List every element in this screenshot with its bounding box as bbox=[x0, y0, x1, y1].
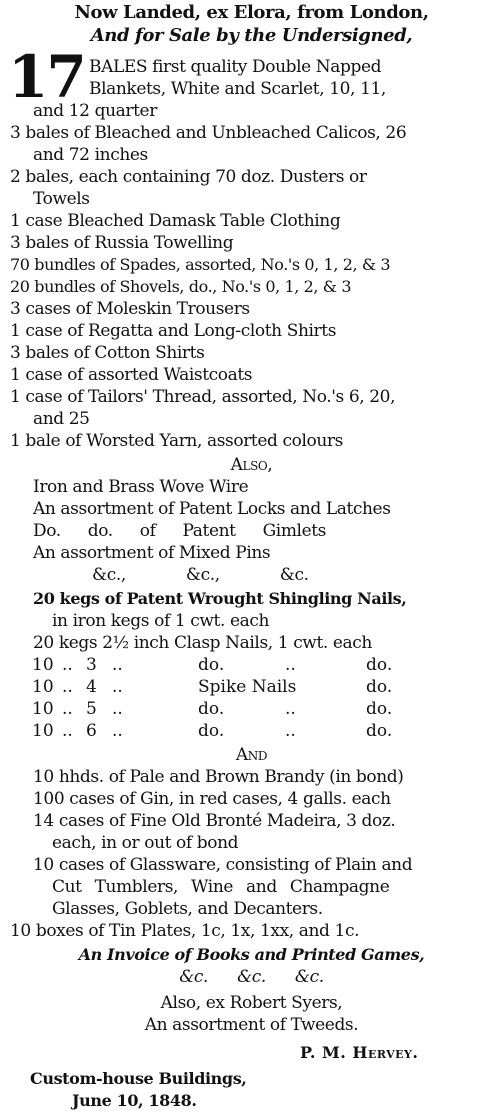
table-cell: 10 bbox=[32, 699, 54, 719]
table-cell: .. bbox=[62, 721, 73, 741]
headline: Now Landed, ex Elora, from London, bbox=[74, 2, 429, 23]
item-line: 1 case of assorted Waistcoats bbox=[10, 365, 253, 385]
also-item-line: in iron kegs of 1 cwt. each bbox=[52, 611, 270, 631]
table-cell: 3 bbox=[86, 655, 97, 675]
also-item-line: 20 kegs of Patent Wrought Shingling Nails, bbox=[33, 589, 407, 608]
and-item-line: 100 cases of Gin, in red cases, 4 galls. each bbox=[33, 789, 391, 809]
item-line: 70 bundles of Spades, assorted, No.'s 0, 1, 2, & 3 bbox=[10, 255, 391, 274]
item-line: Blankets, White and Scarlet, 10, 11, bbox=[89, 79, 386, 99]
table-cell: do. bbox=[366, 655, 393, 675]
table-cell: .. bbox=[285, 699, 296, 719]
and-item-line: 10 hhds. of Pale and Brown Brandy (in bond) bbox=[33, 767, 404, 787]
and-item-line: Cut Tumblers, Wine and Champagne bbox=[52, 877, 390, 897]
drop-cap-number: 17 bbox=[8, 43, 85, 111]
table-cell: 10 bbox=[32, 655, 54, 675]
address-line: Custom-house Buildings, bbox=[30, 1069, 247, 1088]
item-line: 1 bale of Worsted Yarn, assorted colours bbox=[10, 431, 343, 451]
and-item-line: each, in or out of bond bbox=[52, 833, 239, 853]
ship-line: Also, ex Robert Syers, bbox=[160, 993, 343, 1013]
table-cell: 5 bbox=[86, 699, 97, 719]
table-cell: Spike Nails bbox=[198, 677, 297, 697]
and-item-line: Glasses, Goblets, and Decanters. bbox=[52, 899, 323, 919]
table-cell: 6 bbox=[86, 721, 97, 741]
also-item-line: An assortment of Patent Locks and Latches bbox=[33, 499, 391, 519]
invoice-line: An Invoice of Books and Printed Games, bbox=[78, 945, 425, 964]
table-cell: .. bbox=[62, 655, 73, 675]
and-item-line: 10 cases of Glassware, consisting of Plain and bbox=[33, 855, 413, 875]
item-line: and 12 quarter bbox=[33, 101, 157, 121]
and-item-line: 14 cases of Fine Old Bronté Madeira, 3 doz. bbox=[33, 811, 396, 831]
item-line: 3 bales of Russia Towelling bbox=[10, 233, 234, 253]
table-cell: do. bbox=[198, 699, 225, 719]
also-item-line: Iron and Brass Wove Wire bbox=[33, 477, 249, 497]
also-item-line: &c., &c., &c. bbox=[92, 565, 309, 585]
tweeds-line: An assortment of Tweeds. bbox=[144, 1015, 359, 1035]
and-item-line: 10 boxes of Tin Plates, 1c, 1x, 1xx, and 1c. bbox=[10, 921, 360, 941]
item-line: 3 bales of Bleached and Unbleached Calicos, 26 bbox=[10, 123, 407, 143]
also-item-line: 20 kegs 2½ inch Clasp Nails, 1 cwt. each bbox=[33, 633, 372, 653]
item-line: 3 bales of Cotton Shirts bbox=[10, 343, 205, 363]
subheadline: And for Sale by the Undersigned, bbox=[90, 25, 413, 46]
table-cell: 4 bbox=[86, 677, 97, 697]
also-item-line: An assortment of Mixed Pins bbox=[33, 543, 271, 563]
table-cell: do. bbox=[198, 721, 225, 741]
table-cell: 10 bbox=[32, 677, 54, 697]
table-cell: do. bbox=[366, 677, 393, 697]
table-cell: .. bbox=[62, 699, 73, 719]
table-cell: 10 bbox=[32, 721, 54, 741]
item-line: 1 case Bleached Damask Table Clothing bbox=[10, 211, 341, 231]
and-heading: And bbox=[235, 745, 268, 765]
merchant-signature: P. M. Hervey. bbox=[300, 1043, 419, 1062]
table-cell: .. bbox=[112, 721, 123, 741]
item-line: and 25 bbox=[33, 409, 90, 429]
item-line: BALES first quality Double Napped bbox=[89, 57, 382, 77]
also-heading: Also, bbox=[230, 455, 273, 475]
table-cell: do. bbox=[198, 655, 225, 675]
item-line: 2 bales, each containing 70 doz. Dusters or bbox=[10, 167, 367, 187]
date-line: June 10, 1848. bbox=[72, 1091, 197, 1110]
also-item-line: Do. do. of Patent Gimlets bbox=[33, 521, 327, 541]
item-line: 1 case of Tailors' Thread, assorted, No.'s 6, 20, bbox=[10, 387, 396, 407]
table-cell: .. bbox=[112, 655, 123, 675]
invoice-etc: &c. &c. &c. bbox=[179, 967, 324, 987]
table-cell: .. bbox=[112, 699, 123, 719]
item-line: 3 cases of Moleskin Trousers bbox=[10, 299, 250, 319]
table-cell: do. bbox=[366, 699, 393, 719]
table-cell: do. bbox=[366, 721, 393, 741]
item-line: Towels bbox=[33, 189, 90, 209]
item-line: and 72 inches bbox=[33, 145, 148, 165]
table-cell: .. bbox=[112, 677, 123, 697]
item-line: 20 bundles of Shovels, do., No.'s 0, 1, 2, & 3 bbox=[10, 277, 352, 296]
table-cell: .. bbox=[285, 655, 296, 675]
table-cell: .. bbox=[285, 721, 296, 741]
table-cell: .. bbox=[62, 677, 73, 697]
item-line: 1 case of Regatta and Long-cloth Shirts bbox=[10, 321, 337, 341]
